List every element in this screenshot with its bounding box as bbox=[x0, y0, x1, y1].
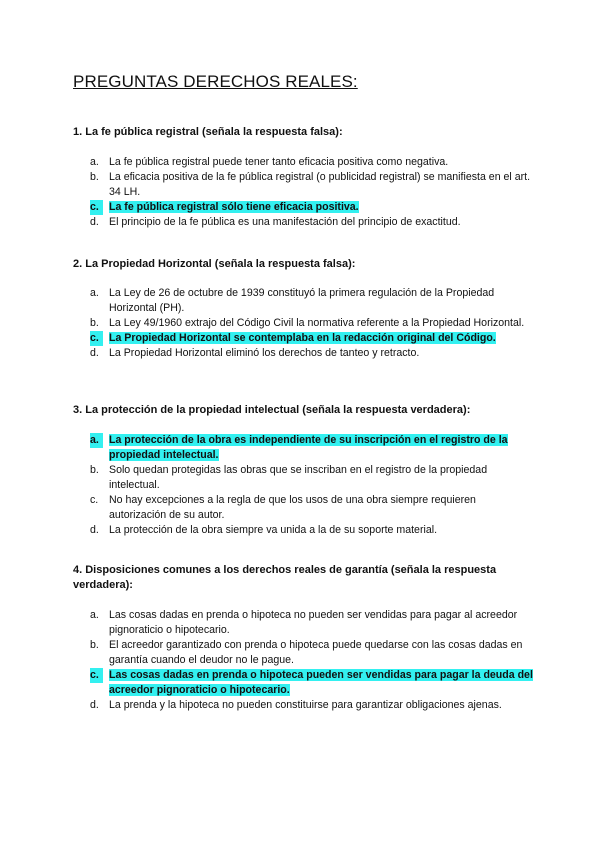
options-list bbox=[73, 155, 533, 230]
option-b: b. La Ley 49/1960 extrajo del Código Civil la normativa referente a la Propiedad Horizontal. bbox=[90, 317, 525, 329]
option-d: d. La prenda y la hipoteca no pueden constituirse para garantizar obligaciones ajenas. bbox=[90, 699, 502, 711]
option-d: d. La protección de la obra siempre va unida a la de su soporte material. bbox=[90, 524, 438, 536]
option-b: b. La eficacia positiva de la fe pública registral (o publicidad registral) se manifiesta en el art. 34 LH. bbox=[90, 171, 531, 198]
page-title: PREGUNTAS DERECHOS REALES: bbox=[73, 72, 358, 91]
question-2 bbox=[73, 257, 533, 361]
question-3 bbox=[73, 403, 533, 538]
option-a-highlighted: a. La protección de la obra es independiente de su inscripción en el registro de la propiedad intelectual. bbox=[90, 434, 508, 461]
option-d: d. La Propiedad Horizontal eliminó los derechos de tanteo y retracto. bbox=[90, 347, 420, 359]
question-text: 4. Disposiciones comunes a los derechos reales de garantía (señala la respuesta verdadera): bbox=[73, 564, 497, 591]
question-4 bbox=[73, 563, 533, 713]
question-text: 3. La protección de la propiedad intelectual (señala la respuesta verdadera): bbox=[73, 404, 471, 416]
option-b: b. Solo quedan protegidas las obras que se inscriban en el registro de la propiedad intelectual. bbox=[90, 464, 488, 491]
options-list bbox=[73, 286, 533, 361]
options-list bbox=[73, 608, 533, 713]
option-b: b. El acreedor garantizado con prenda o hipoteca puede quedarse con las cosas dadas en garantía cuando el deudor no le pague. bbox=[90, 639, 523, 666]
option-a: a. La Ley de 26 de octubre de 1939 constituyó la primera regulación de la Propiedad Horizontal (PH). bbox=[90, 287, 495, 314]
option-c-highlighted: c. Las cosas dadas en prenda o hipoteca pueden ser vendidas para pagar la deuda del acreedor pignoraticio o hipotecario. bbox=[90, 669, 533, 696]
question-1 bbox=[73, 125, 533, 230]
question-text: 2. La Propiedad Horizontal (señala la respuesta falsa): bbox=[73, 258, 356, 270]
option-a: a. Las cosas dadas en prenda o hipoteca no pueden ser vendidas para pagar al acreedor pignoraticio o hipotecario. bbox=[90, 609, 518, 636]
option-d: d. El principio de la fe pública es una manifestación del principio de exactitud. bbox=[90, 216, 461, 228]
options-list bbox=[73, 433, 533, 538]
question-text: 1. La fe pública registral (señala la respuesta falsa): bbox=[73, 126, 343, 138]
option-c-highlighted: c. La fe pública registral sólo tiene eficacia positiva. bbox=[90, 201, 359, 213]
option-c-highlighted: c. La Propiedad Horizontal se contemplaba en la redacción original del Código. bbox=[90, 332, 496, 344]
option-c: c. No hay excepciones a la regla de que los usos de una obra siempre requieren autorización de su autor. bbox=[90, 494, 476, 521]
option-a: a. La fe pública registral puede tener tanto eficacia positiva como negativa. bbox=[90, 156, 449, 168]
